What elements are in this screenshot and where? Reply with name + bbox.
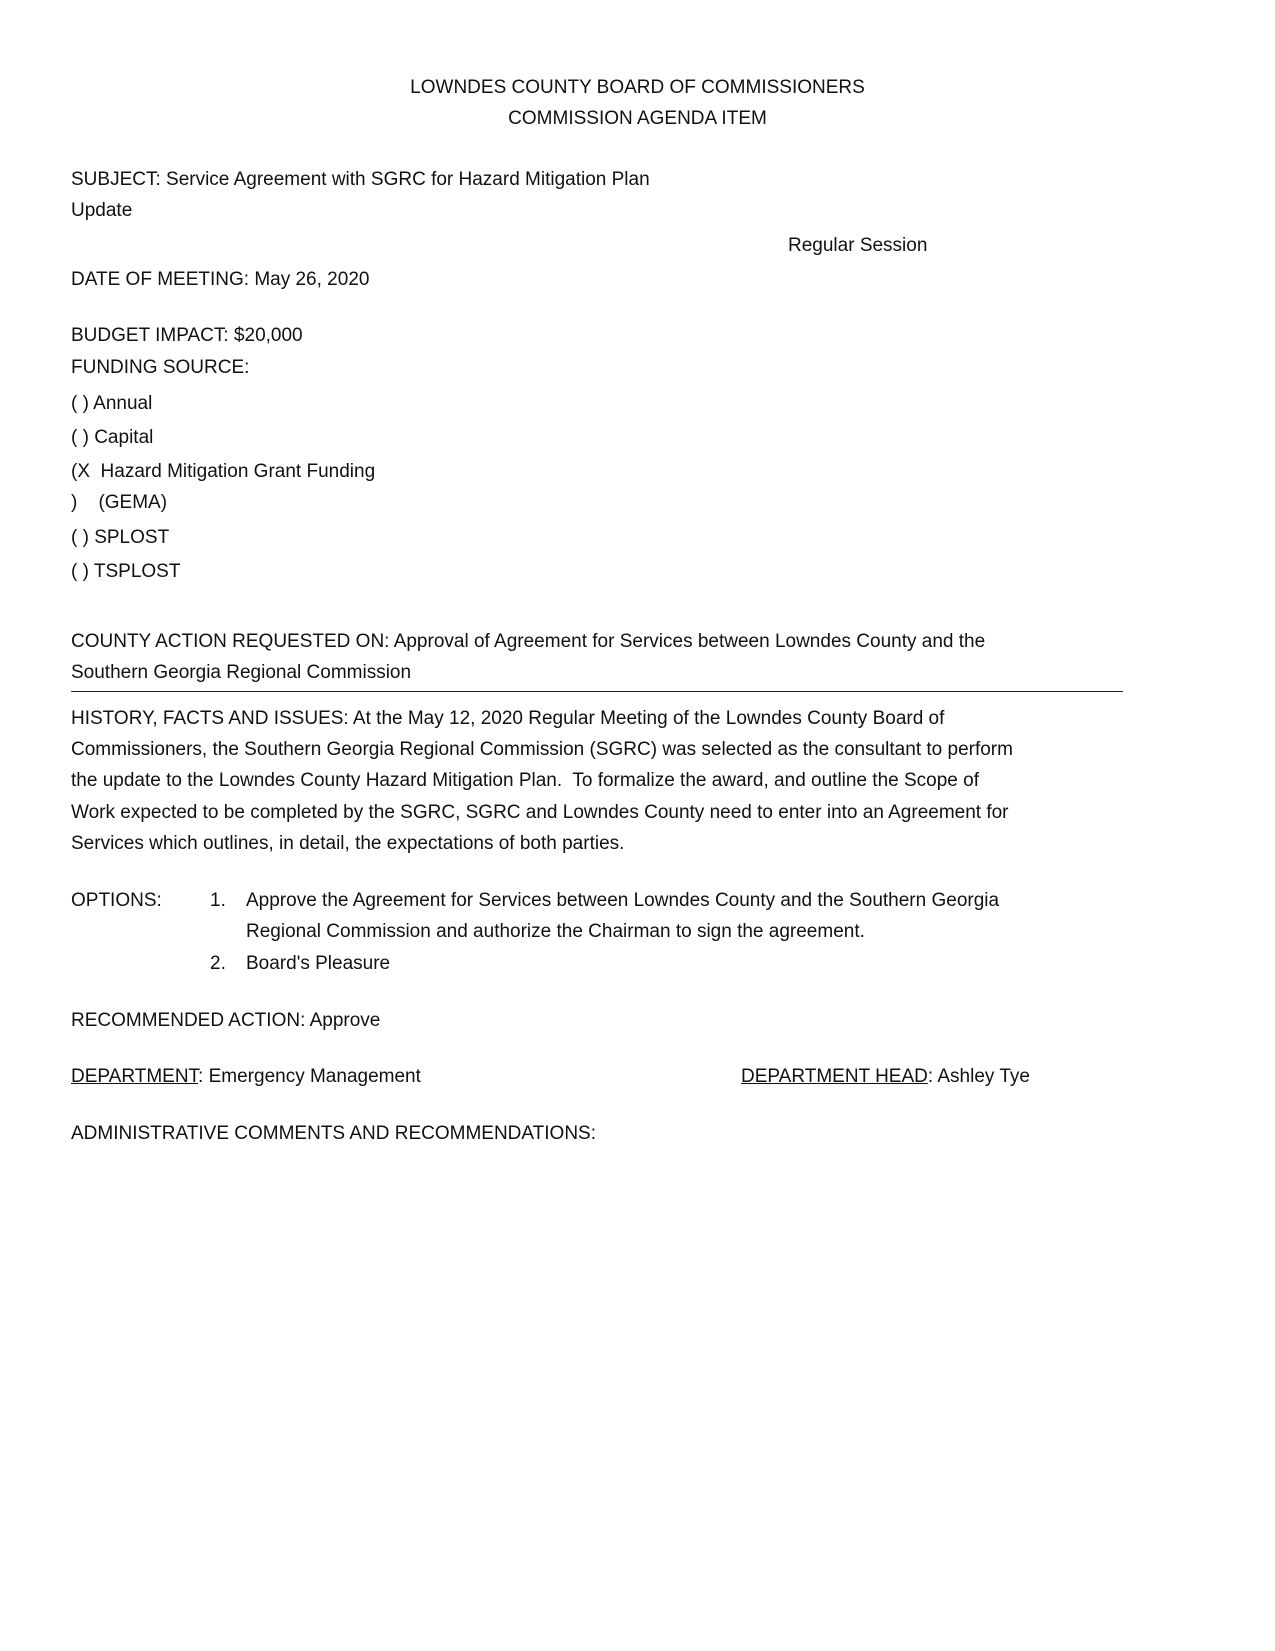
action-requested: COUNTY ACTION REQUESTED ON: Approval of Agreement for Services between Lowndes County and the [71, 631, 986, 652]
department-value: : Emergency Management [198, 1066, 421, 1087]
funding-option-hazard-grant-cont: ) (GEMA) [71, 492, 168, 513]
funding-option-hazard-grant: (X Hazard Mitigation Grant Funding [71, 461, 376, 482]
option-number: 2. [210, 953, 226, 974]
header-subtitle: COMMISSION AGENDA ITEM [508, 108, 767, 129]
department [71, 1065, 421, 1089]
subject-line: Update [71, 200, 133, 221]
department-head [741, 1065, 1030, 1089]
history-line: Work expected to be completed by the SGRC, SGRC and Lowndes County need to enter into an Agreement for [71, 802, 1009, 823]
session-type: Regular Session [788, 235, 928, 256]
date-of-meeting: DATE OF MEETING: May 26, 2020 [71, 269, 370, 290]
action-requested: Southern Georgia Regional Commission [71, 662, 412, 683]
admin-comments-label: ADMINISTRATIVE COMMENTS AND RECOMMENDATIONS: [71, 1123, 596, 1144]
funding-option-tsplost: ( ) TSPLOST [71, 561, 181, 582]
history-line: the update to the Lowndes County Hazard Mitigation Plan. To formalize the award, and outline the Scope of [71, 770, 979, 791]
option-text: Regional Commission and authorize the Chairman to sign the agreement. [246, 921, 865, 942]
funding-option-annual: ( ) Annual [71, 393, 153, 414]
header-title: LOWNDES COUNTY BOARD OF COMMISSIONERS [410, 77, 865, 98]
history-line: HISTORY, FACTS AND ISSUES: At the May 12, 2020 Regular Meeting of the Lowndes County Board of [71, 708, 945, 729]
history-line: Services which outlines, in detail, the expectations of both parties. [71, 833, 625, 854]
department-head-label: DEPARTMENT HEAD [741, 1066, 928, 1087]
department-head-value: : Ashley Tye [927, 1066, 1030, 1087]
history-line: Commissioners, the Southern Georgia Regional Commission (SGRC) was selected as the consultant to perform [71, 739, 1013, 760]
option-text: Board's Pleasure [246, 953, 391, 974]
option-number: 1. [210, 890, 226, 911]
options-label: OPTIONS: [71, 890, 162, 911]
option-text: Approve the Agreement for Services between Lowndes County and the Southern Georgia [246, 890, 1000, 911]
divider [71, 691, 1123, 692]
recommended-action: RECOMMENDED ACTION: Approve [71, 1010, 381, 1031]
budget-impact: BUDGET IMPACT: $20,000 [71, 325, 303, 346]
department-label: DEPARTMENT [71, 1066, 199, 1087]
funding-option-capital: ( ) Capital [71, 427, 154, 448]
subject-line: SUBJECT: Service Agreement with SGRC for Hazard Mitigation Plan [71, 169, 650, 190]
funding-option-splost: ( ) SPLOST [71, 527, 170, 548]
funding-source-label: FUNDING SOURCE: [71, 357, 250, 378]
